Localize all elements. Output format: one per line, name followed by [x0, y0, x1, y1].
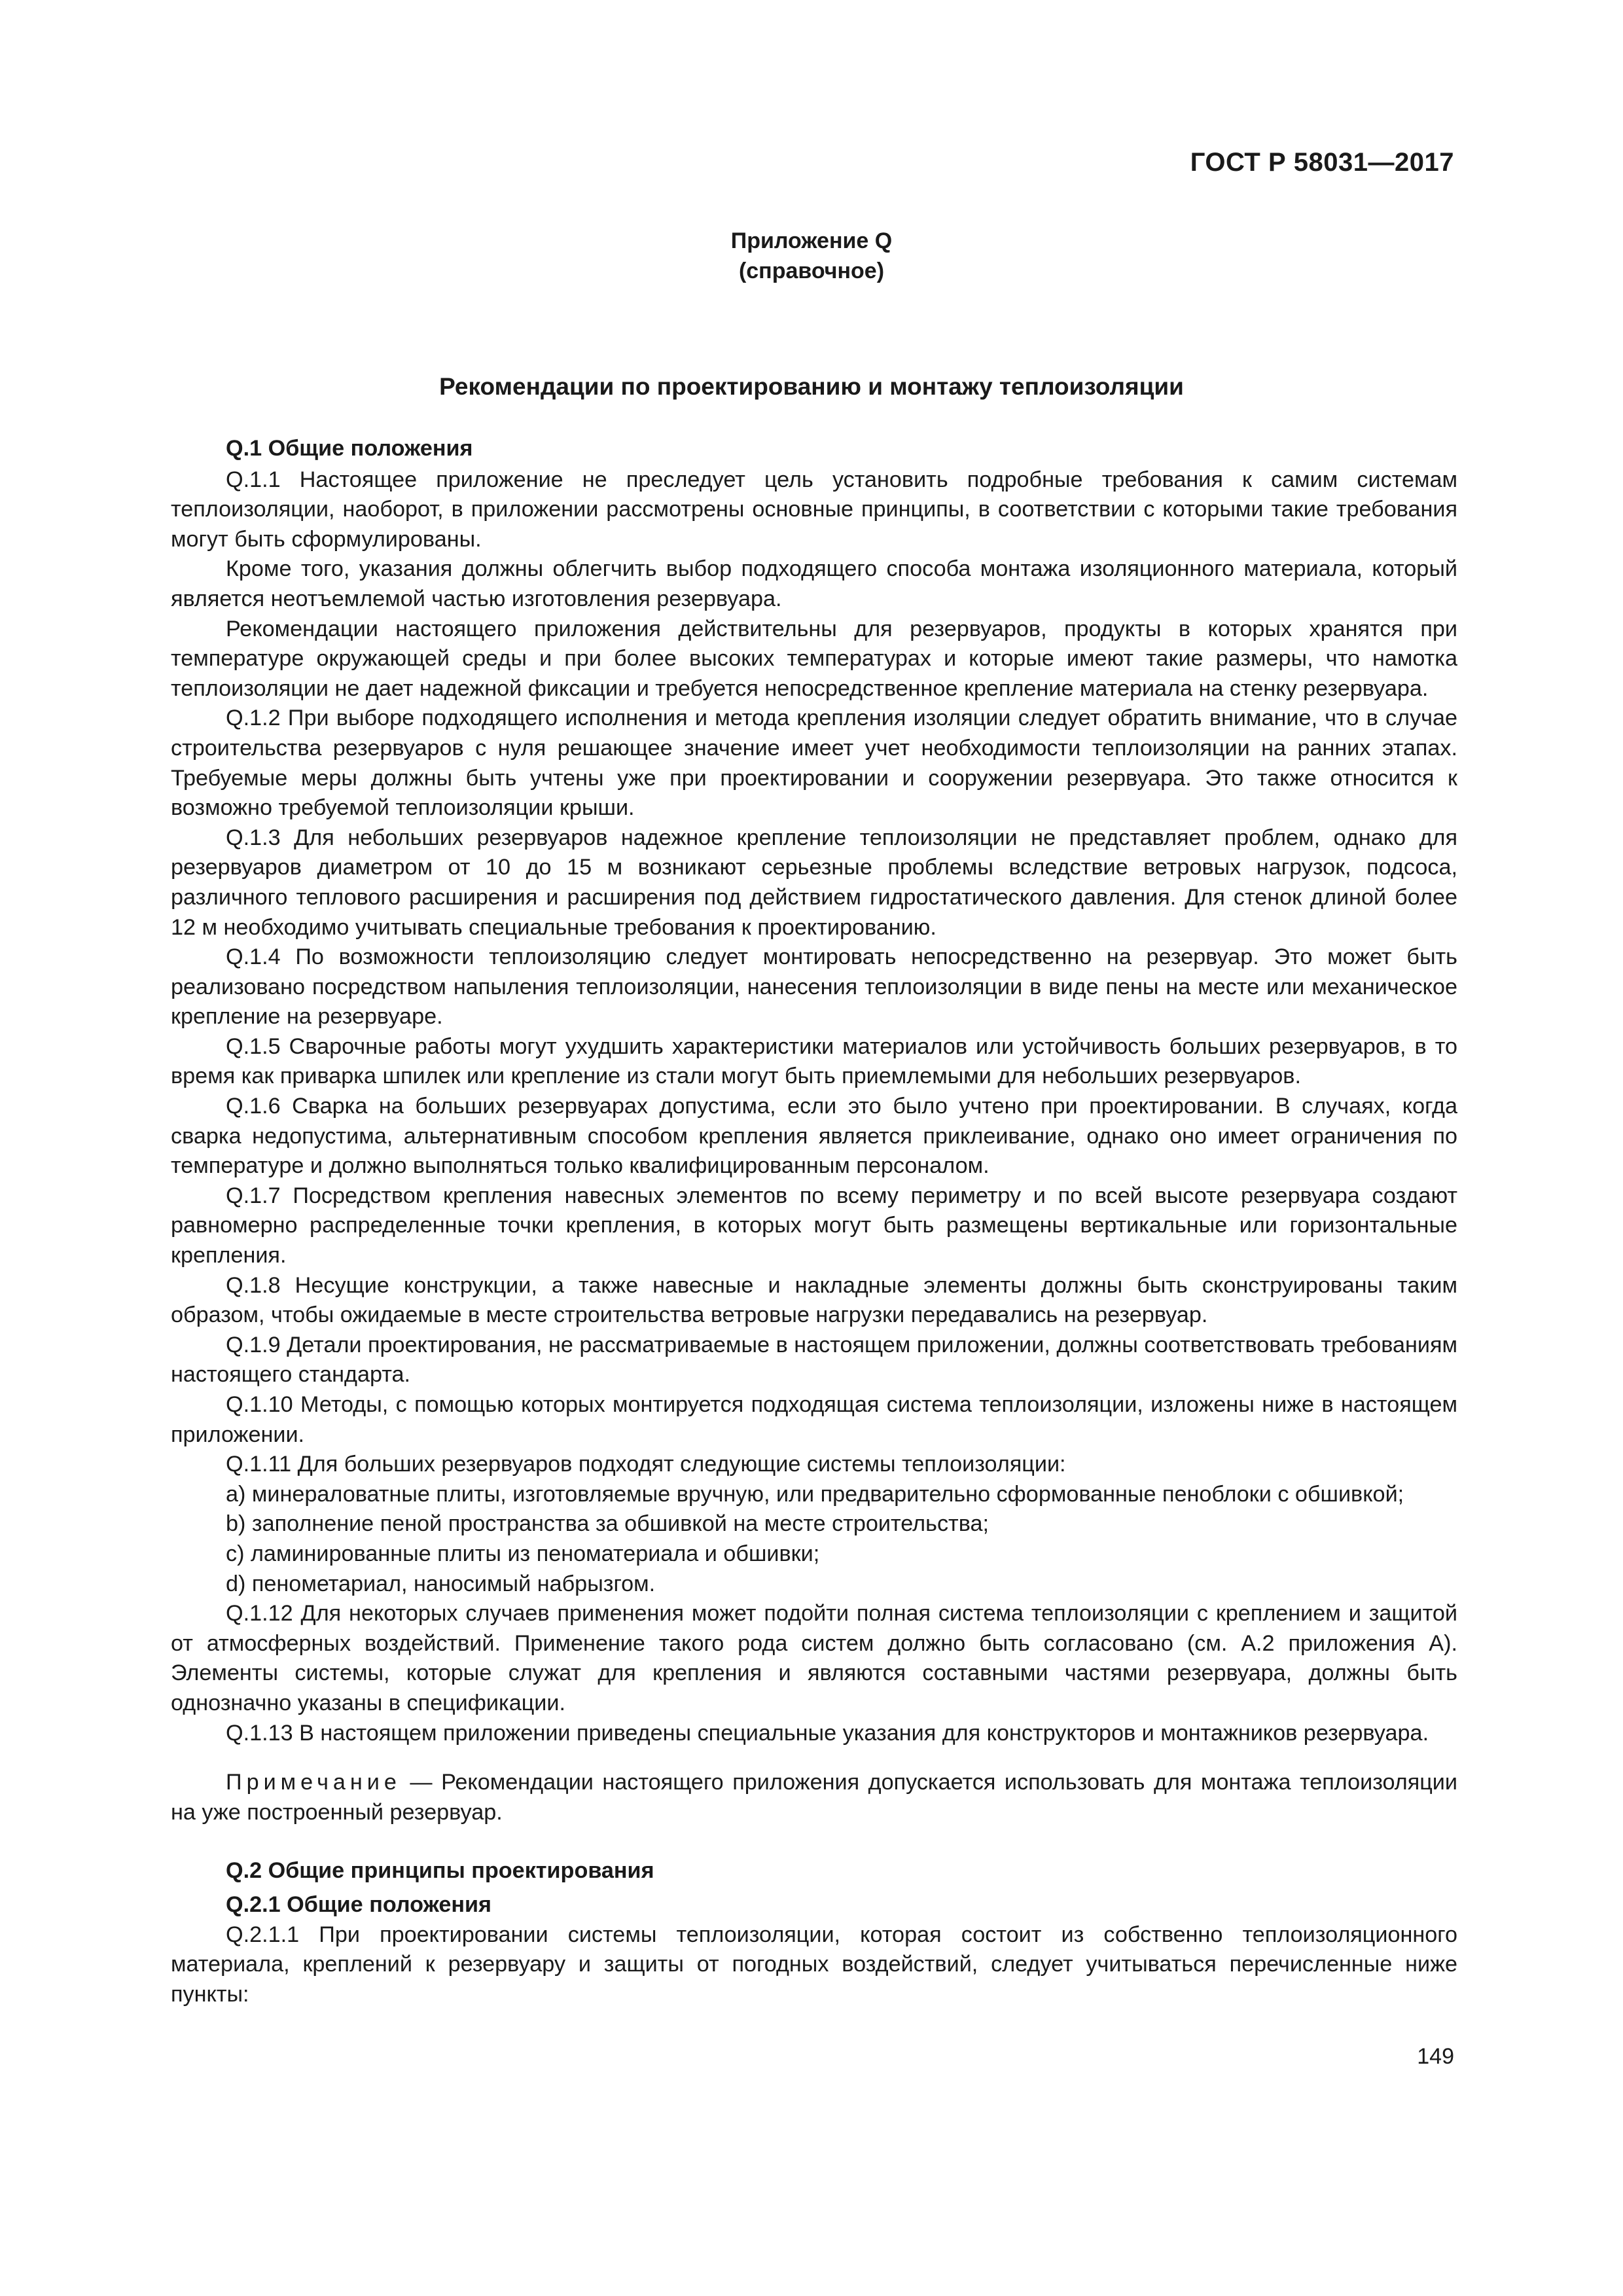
list-item: c) ламинированные плиты из пеноматериала и обшивки; — [226, 1541, 820, 1566]
list-item: b) заполнение пеной пространства за обшивкой на месте строительства; — [226, 1511, 989, 1537]
appendix-label: Приложение Q — [730, 228, 893, 253]
paragraph: Рекомендации настоящего приложения действительны для резервуаров, продукты в которых хранятся при температуре окружающей среды и при более высоких температурах и которые имеют такие размеры, что намотка теплоизоляции не дает надежной фиксации и требуется непосредственное крепление материала на стенку резервуара. — [171, 616, 1457, 701]
appendix-type: (справочное) — [738, 259, 885, 283]
paragraph: Q.1.7 Посредством крепления навесных элементов по всему периметру и по всей высоте резервуара создают равномерно распределенные точки крепления, в которых могут быть размещены вертикальные или горизонтальные крепления. — [171, 1183, 1457, 1268]
note — [171, 1768, 1457, 1827]
document-body — [171, 434, 1457, 2009]
paragraph: Q.1.10 Методы, с помощью которых монтируется подходящая система теплоизоляции, изложены ниже в настоящем приложении. — [171, 1392, 1457, 1447]
section-heading: Q.1 Общие положения — [226, 436, 473, 461]
paragraph: Q.1.5 Сварочные работы могут ухудшить характеристики материалов или устойчивость больших резервуаров, в то время как приварка шпилек или крепление из стали могут быть приемлемыми для небольших резервуаров. — [171, 1033, 1457, 1089]
paragraph: Q.2.1.1 При проектировании системы теплоизоляции, которая состоит из собственно теплоизоляционного материала, креплений к резервуару и защиты от погодных воздействий, следует учитываться перечисленные ниже пункты: — [171, 1922, 1457, 2007]
note-label: Примечание — [226, 1770, 401, 1795]
paragraph: Q.1.1 Настоящее приложение не преследует цель установить подробные требования к самим системам теплоизоляции, наоборот, в приложении рассмотрены основные принципы, в соответствии с которыми такие требования могут быть сформулированы. — [171, 467, 1457, 552]
page-number: 149 — [1417, 2044, 1454, 2069]
subsection-heading: Q.2.1 Общие положения — [226, 1892, 491, 1917]
section-heading: Q.2 Общие принципы проектирования — [226, 1858, 654, 1884]
paragraph: Q.1.11 Для больших резервуаров подходят следующие системы теплоизоляции: — [226, 1452, 1066, 1477]
note-text: — Рекомендации настоящего приложения допускается использовать для монтажа теплоизоляции на уже построенный резервуар. — [171, 1770, 1457, 1825]
appendix-header — [0, 226, 1623, 286]
paragraph: Q.1.6 Сварка на больших резервуарах допустима, если это было учтено при проектировании. В случаях, когда сварка недопустима, альтернативным способом крепления является приклеивание, однако оно имеет ограничения по температуре и должно выполняться только квалифицированным персоналом. — [171, 1094, 1457, 1179]
paragraph: Q.1.12 Для некоторых случаев применения может подойти полная система теплоизоляции с креплением и защитой от атмосферных воздействий. Применение такого рода систем должно быть согласовано (см. А.2 приложения А). Элементы системы, которые служат для крепления и являются составными частями резервуара, должны быть однозначно указаны в спецификации. — [171, 1601, 1457, 1715]
paragraph: Q.1.9 Детали проектирования, не рассматриваемые в настоящем приложении, должны соответствовать требованиям настоящего стандарта. — [171, 1332, 1457, 1388]
list-item: d) пенометариал, наносимый набрызгом. — [226, 1571, 656, 1596]
paragraph: Q.1.3 Для небольших резервуаров надежное крепление теплоизоляции не представляет проблем, однако для резервуаров диаметром от 10 до 15 м возникают серьезные проблемы вследствие ветровых нагрузок, подсоса, различного теплового расширения и расширения под действием гидростатического давления. Для стенок длиной более 12 м необходимо учитывать специальные требования к проектированию. — [171, 825, 1457, 940]
paragraph: Q.1.2 При выборе подходящего исполнения и метода крепления изоляции следует обратить внимание, что в случае строительства резервуаров с нуля решающее значение имеет учет необходимости теплоизоляции на ранних этапах. Требуемые меры должны быть учтены уже при проектировании и сооружении резервуара. Это также относится к возможно требуемой теплоизоляции крыши. — [171, 706, 1457, 821]
list-item: a) минераловатные плиты, изготовляемые вручную, или предварительно сформованные пеноблоки с обшивкой; — [226, 1481, 1404, 1507]
paragraph: Кроме того, указания должны облегчить выбор подходящего способа монтажа изоляционного материала, который является неотъемлемой частью изготовления резервуара. — [171, 556, 1457, 611]
paragraph: Q.1.8 Несущие конструкции, а также навесные и накладные элементы должны быть сконструированы таким образом, чтобы ожидаемые в месте строительства ветровые нагрузки передавались на резервуар. — [171, 1272, 1457, 1328]
document-code: ГОСТ Р 58031—2017 — [1190, 148, 1454, 177]
page-title: Рекомендации по проектированию и монтажу теплоизоляции — [439, 373, 1184, 400]
paragraph: Q.1.4 По возможности теплоизоляцию следует монтировать непосредственно на резервуар. Это может быть реализовано посредством напыления теплоизоляции, нанесения теплоизоляции в виде пены на месте или механическое крепление на резервуаре. — [171, 944, 1457, 1030]
paragraph: Q.1.13 В настоящем приложении приведены специальные указания для конструкторов и монтажников резервуара. — [226, 1720, 1429, 1746]
